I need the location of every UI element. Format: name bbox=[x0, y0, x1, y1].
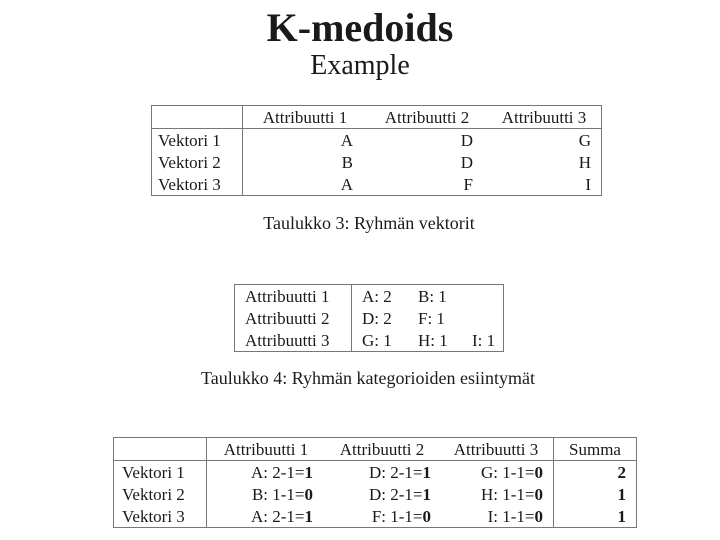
table-cell: A bbox=[340, 174, 353, 194]
calc-result: 1 bbox=[304, 462, 313, 482]
slide-title: K-medoids bbox=[266, 5, 454, 50]
row-label: Vektori 1 bbox=[152, 129, 243, 152]
sum-cell: 1 bbox=[554, 505, 637, 528]
calc-expression: A: 2-1= bbox=[251, 462, 305, 482]
occurrence-value: I: 1 bbox=[472, 330, 496, 350]
calc-result: 1 bbox=[422, 462, 431, 482]
table-row bbox=[114, 483, 637, 505]
header-attribute-1: Attribuutti 1 bbox=[207, 438, 326, 461]
header-attribute-1: Attribuutti 1 bbox=[243, 106, 368, 129]
distance-calculation-table bbox=[113, 437, 637, 528]
calc-result: 0 bbox=[534, 506, 543, 526]
calc-expression: D: 2-1= bbox=[369, 462, 423, 482]
table-cell bbox=[207, 461, 326, 484]
table-4-caption: Taulukko 4: Ryhmän kategorioiden esiintymät bbox=[201, 368, 535, 388]
calc-result: 1 bbox=[304, 506, 313, 526]
calc-expression: B: 1-1= bbox=[251, 484, 305, 504]
table-cell: I bbox=[585, 174, 591, 194]
table-cell: H bbox=[578, 152, 591, 172]
header-attribute-2: Attribuutti 2 bbox=[367, 106, 487, 129]
occurrence-cell bbox=[352, 285, 504, 308]
header-sum: Summa bbox=[554, 438, 637, 461]
table-cell: D bbox=[460, 130, 473, 150]
table-cell bbox=[325, 505, 439, 528]
header-attribute-3: Attribuutti 3 bbox=[439, 438, 554, 461]
header-attribute-3: Attribuutti 3 bbox=[487, 106, 602, 129]
row-label: Vektori 2 bbox=[114, 483, 207, 505]
table-row bbox=[235, 285, 504, 308]
occurrence-value: H: 1 bbox=[418, 330, 448, 350]
row-label: Vektori 3 bbox=[152, 173, 243, 196]
table-cell: B bbox=[341, 152, 353, 172]
table-row bbox=[235, 307, 504, 329]
calc-result: 0 bbox=[422, 506, 431, 526]
table-cell: D bbox=[460, 152, 473, 172]
table-row bbox=[152, 173, 602, 196]
occurrence-cell bbox=[352, 307, 504, 329]
sum-cell: 2 bbox=[554, 461, 637, 484]
table-row bbox=[152, 129, 602, 152]
sum-cell: 1 bbox=[554, 483, 637, 505]
table-row bbox=[114, 505, 637, 528]
calc-expression: I: 1-1= bbox=[487, 506, 535, 526]
calc-expression: G: 1-1= bbox=[481, 462, 535, 482]
occurrence-value: F: 1 bbox=[418, 308, 445, 328]
occurrence-cell bbox=[352, 329, 504, 352]
calc-result: 0 bbox=[534, 462, 543, 482]
row-label: Vektori 3 bbox=[114, 505, 207, 528]
row-label: Vektori 2 bbox=[152, 151, 243, 173]
row-label: Attribuutti 1 bbox=[235, 285, 352, 308]
calc-expression: F: 1-1= bbox=[371, 506, 423, 526]
category-occurrences-table bbox=[234, 284, 504, 352]
table-cell bbox=[325, 461, 439, 484]
table-cell bbox=[439, 505, 554, 528]
table-row bbox=[114, 461, 637, 484]
header-attribute-2: Attribuutti 2 bbox=[325, 438, 439, 461]
row-label: Vektori 1 bbox=[114, 461, 207, 484]
row-label: Attribuutti 2 bbox=[235, 307, 352, 329]
table-row bbox=[235, 329, 504, 352]
table-3-caption: Taulukko 3: Ryhmän vektorit bbox=[263, 213, 475, 233]
header-corner-cell bbox=[114, 438, 207, 461]
table-cell: G bbox=[578, 130, 591, 150]
table-cell bbox=[207, 483, 326, 505]
row-label: Attribuutti 3 bbox=[235, 329, 352, 352]
table-cell bbox=[207, 505, 326, 528]
table-header-row bbox=[114, 438, 637, 461]
calc-expression: H: 1-1= bbox=[481, 484, 535, 504]
calc-result: 1 bbox=[422, 484, 431, 504]
occurrence-value: G: 1 bbox=[362, 330, 392, 350]
occurrence-value: B: 1 bbox=[418, 286, 447, 306]
slide-subtitle: Example bbox=[310, 50, 410, 81]
table-row bbox=[152, 151, 602, 173]
header-corner-cell bbox=[152, 106, 243, 129]
occurrence-value: A: 2 bbox=[362, 286, 392, 306]
table-cell bbox=[439, 461, 554, 484]
calc-result: 0 bbox=[304, 484, 313, 504]
table-cell: F bbox=[463, 174, 473, 194]
group-vectors-table bbox=[151, 105, 602, 196]
table-cell bbox=[325, 483, 439, 505]
calc-expression: D: 2-1= bbox=[369, 484, 423, 504]
calc-result: 0 bbox=[534, 484, 543, 504]
occurrence-value: D: 2 bbox=[362, 308, 392, 328]
calc-expression: A: 2-1= bbox=[251, 506, 305, 526]
table-cell bbox=[439, 483, 554, 505]
table-cell: A bbox=[340, 130, 353, 150]
table-header-row bbox=[152, 106, 602, 129]
